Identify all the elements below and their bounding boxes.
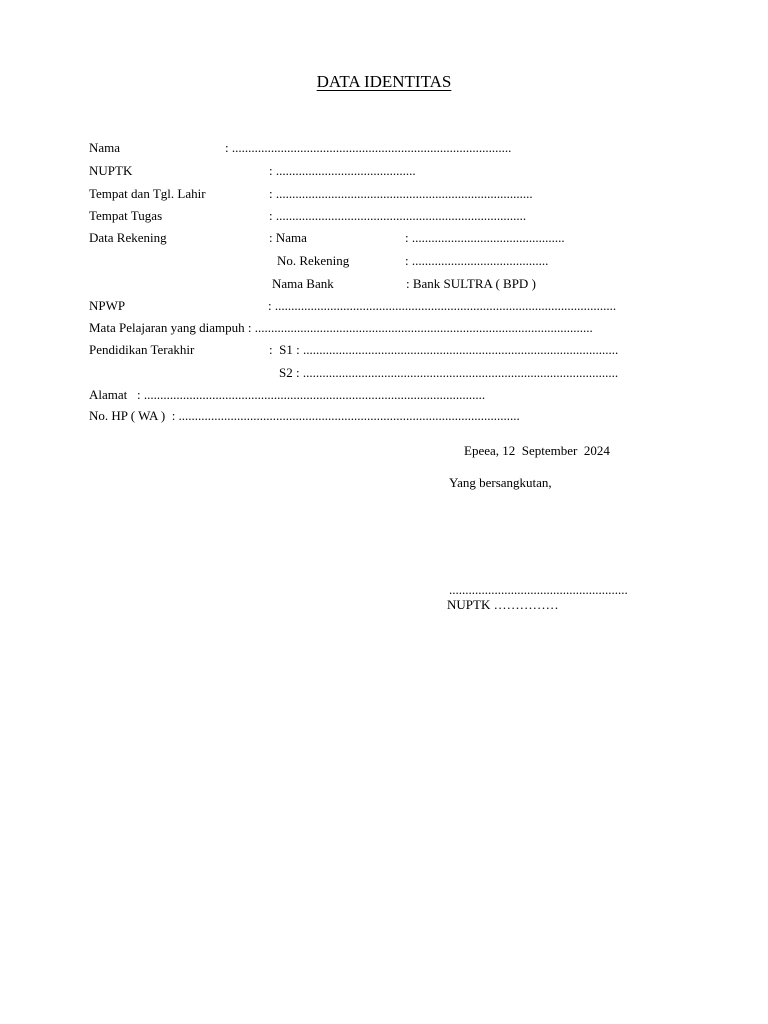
rekening-bank-value: : Bank SULTRA ( BPD ) (406, 276, 536, 291)
field-alamat: Alamat : ......................................................................................................... (89, 387, 486, 402)
rekening-no-value: : .......................................... (405, 253, 549, 268)
field-label-npwp: NPWP (89, 298, 126, 313)
pendidikan-s2-value: S2 : ................................................................................................. (279, 365, 619, 380)
rekening-bank-label: Nama Bank (272, 276, 334, 291)
field-label-ttl: Tempat dan Tgl. Lahir (89, 186, 206, 201)
field-no-hp: No. HP ( WA ) : ......................................................................................................... (89, 408, 520, 423)
field-value-npwp: : ......................................................................................................... (268, 298, 617, 313)
rekening-no-label: No. Rekening (277, 253, 350, 268)
field-label-nama: Nama (89, 140, 121, 155)
signature-nuptk: NUPTK …………… (447, 597, 559, 612)
field-label-data-rekening: Data Rekening (89, 230, 167, 245)
field-label-pendidikan: Pendidikan Terakhir (89, 342, 195, 357)
signature-closing: Yang bersangkutan, (449, 475, 552, 490)
signature-name-line: ....................................................... (449, 582, 628, 597)
signature-place-date: Epeea, 12 September 2024 (464, 443, 610, 458)
document-title: DATA IDENTITAS (316, 72, 452, 91)
field-value-ttl: : ............................................................................... (269, 186, 533, 201)
rekening-nama-value: : ............................................... (405, 230, 565, 245)
field-value-nama: : ...................................................................................... (225, 140, 512, 155)
field-value-tempat-tugas: : ............................................................................. (269, 208, 527, 223)
field-label-tempat-tugas: Tempat Tugas (89, 208, 163, 223)
field-label-nuptk: NUPTK (89, 163, 133, 178)
pendidikan-s1-value: : S1 : ................................................................................................. (269, 342, 619, 357)
field-mata-pelajaran: Mata Pelajaran yang diampuh : ........................................................................................................ (89, 320, 593, 335)
rekening-nama-label: : Nama (269, 230, 307, 245)
field-value-nuptk: : ........................................... (269, 163, 416, 178)
